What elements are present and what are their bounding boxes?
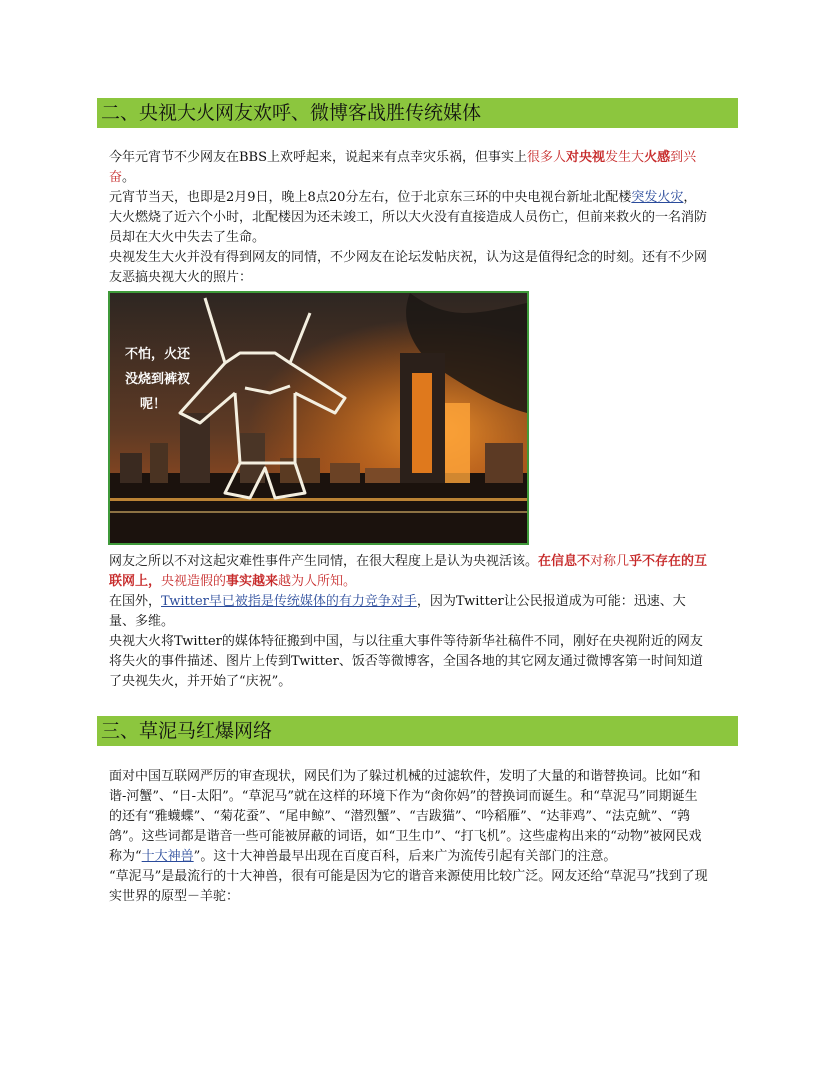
- text-run: 面对中国互联网严厉的审查现状，网民们为了躲过机械的过滤软件，发明了大量的和谐替换词。比如“和谐-河蟹”、“日-太阳”。“草泥马”就在这样的环境下作为“肏你妈”的替换词而诞生。和“草泥马”同期诞生的还有“雅蠛蝶”、“菊花蚕”、“尾申鲸”、“潜烈蟹”、“吉跋猫”、“吟稻雁”、“达菲鸡”、“法克鱿”、“鹑鸽”。这些词都是谐音一些可能被屏蔽的词语，如“卫生巾”、“打飞机”。这些虚构出来的“动物”被网民戏称为“: [109, 769, 702, 864]
- text-run: 今年元宵节不少网友在BBS上欢呼起来，说起来有点幸灾乐祸，但事实上: [109, 150, 528, 165]
- photo-caption-line-3: 呢！: [140, 397, 167, 412]
- emphasis-text: 在信息不: [538, 554, 591, 569]
- section-3-body: [109, 767, 709, 907]
- cctv-fire-photo: [108, 291, 529, 545]
- photo-caption-line-2: 没烧到裤衩: [125, 372, 191, 387]
- emphasis-text: 乎不存在的互联网上，: [109, 554, 708, 589]
- text-run: 。: [122, 170, 136, 185]
- section-3-heading: 三、草泥马红爆网络: [97, 716, 738, 746]
- emphasis-text: 事实越来: [226, 574, 279, 589]
- photo-caption-line-1: 不怕，火还: [125, 347, 191, 362]
- emphasis-text: 很多人: [527, 150, 567, 165]
- text-run: ”。这十大神兽最早出现在百度百科，后来广为流传引起有关部门的注意。: [193, 849, 617, 864]
- emphasis-text: 发生大: [605, 150, 645, 165]
- section-2-body: [109, 148, 709, 288]
- emphasis-text: 对称几: [590, 554, 630, 569]
- paragraph-2: [109, 188, 709, 248]
- emphasis-text: 对央视: [566, 150, 606, 165]
- emphasis-text: 火感: [644, 150, 671, 165]
- link-ten-mythical-beasts[interactable]: 十大神兽: [141, 849, 194, 864]
- emphasis-text: 到兴奋: [109, 150, 697, 185]
- paragraph-6: 央视大火将Twitter的媒体特征搬到中国，与以往重大事件等待新华社稿件不同，刚好在央视附近的网友将失火的事件描述、图片上传到Twitter、饭否等微博客，全国各地的其它网友通过微博客第一时间知道了央视失火，并开始了“庆祝”。: [109, 634, 703, 689]
- link-twitter-competitor[interactable]: Twitter早已被指是传统媒体的有力竞争对手: [161, 594, 417, 609]
- paragraph-4: [109, 552, 709, 592]
- paragraph-3: 央视发生大火并没有得到网友的同情，不少网友在论坛发帖庆祝，认为这是值得纪念的时刻。还有不少网友恶搞央视大火的照片：: [109, 250, 708, 285]
- paragraph-8: “草泥马”是最流行的十大神兽，很有可能是因为它的谐音来源使用比较广泛。网友还给“草泥马”找到了现实世界的原型－羊驼：: [109, 869, 708, 904]
- emphasis-text: 越为人所知。: [278, 574, 357, 589]
- text-run: 网友之所以不对这起灾难性事件产生同情，在很大程度上是认为央视活该。: [109, 554, 539, 569]
- link-fire-incident[interactable]: 突发火灾: [631, 190, 684, 205]
- text-run: 在国外，: [109, 594, 162, 609]
- paragraph-7: [109, 767, 709, 867]
- section-2-heading: 二、央视大火网友欢呼、微博客战胜传统媒体: [97, 98, 738, 128]
- emphasis-text: 央视造假的: [161, 574, 227, 589]
- section-2-body-continued: [109, 552, 709, 692]
- paragraph-5: [109, 592, 709, 632]
- paragraph-1: [109, 148, 709, 188]
- text-run: ，大火燃烧了近六个小时，北配楼因为还未竣工，所以大火没有直接造成人员伤亡，但前来救火的一名消防员却在大火中失去了生命。: [109, 190, 708, 245]
- text-run: 元宵节当天，也即是2月9日，晚上8点20分左右，位于北京东三环的中央电视台新址北配楼: [109, 190, 632, 205]
- text-run: ，因为Twitter让公民报道成为可能：迅速、大量、多维。: [109, 594, 686, 629]
